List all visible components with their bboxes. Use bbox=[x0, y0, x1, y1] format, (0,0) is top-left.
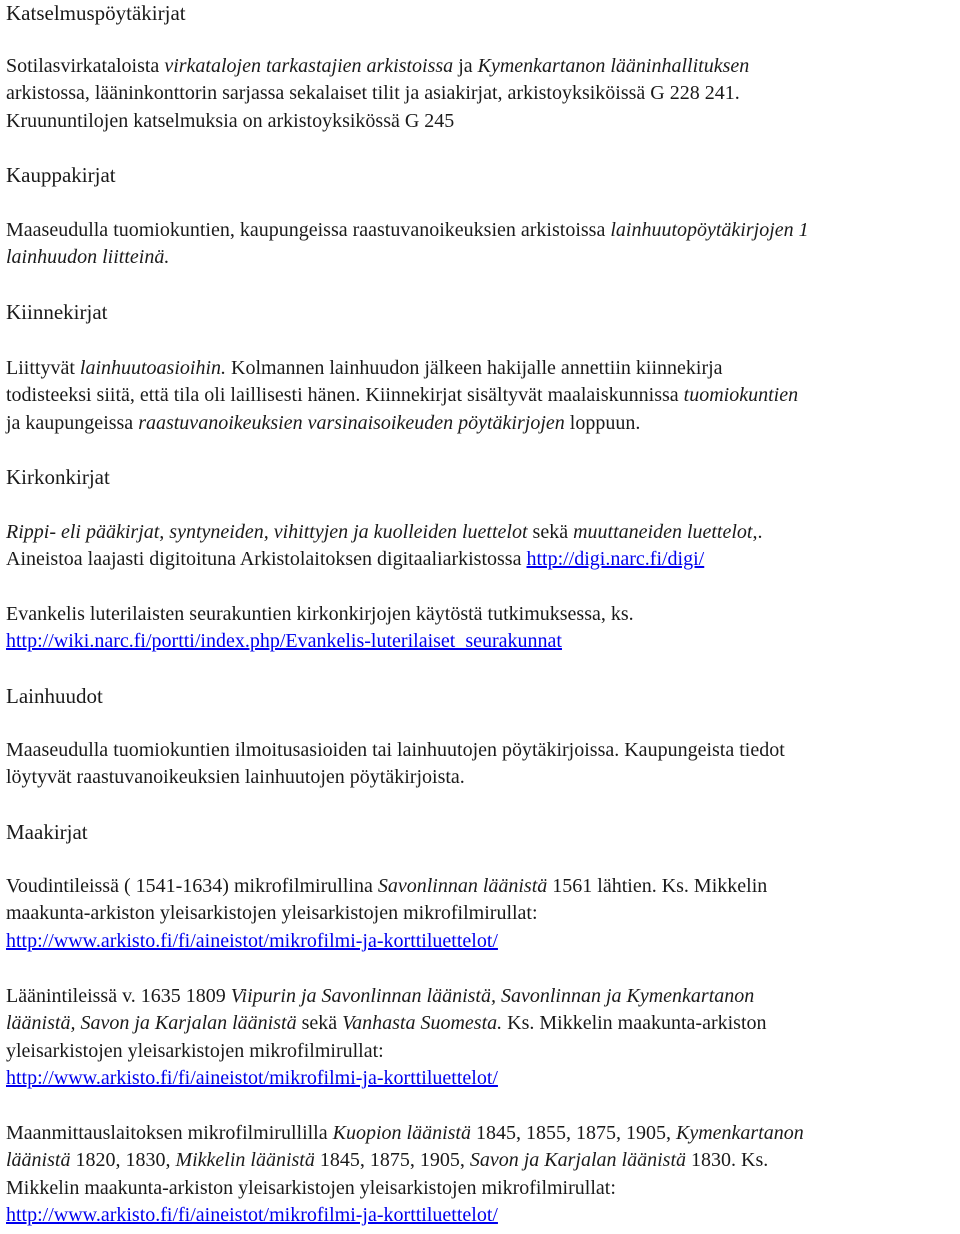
wiki-link[interactable]: http://wiki.narc.fi/portti/index.php/Evankelis-luterilaiset_seurakunnat bbox=[6, 630, 562, 653]
text-line: Kruununtilojen katselmuksia on arkistoyksikössä G 245 bbox=[6, 109, 455, 132]
section-heading: Kirkonkirjat bbox=[6, 465, 110, 489]
paragraph bbox=[6, 217, 960, 272]
section-heading: Kauppakirjat bbox=[6, 163, 116, 187]
paragraph bbox=[6, 1120, 960, 1230]
text-line: Aineistoa laajasti digitoituna Arkistolaitoksen digitaaliarkistossa http://digi.narc.fi/digi/ bbox=[6, 548, 705, 571]
digi-archive-link[interactable]: http://digi.narc.fi/digi/ bbox=[526, 548, 705, 571]
text-line: maakunta-arkiston yleisarkistojen yleisarkistojen mikrofilmirullat: bbox=[6, 902, 538, 925]
section-kauppakirjat bbox=[6, 162, 960, 189]
text-line: läänistä 1820, 1830, Mikkelin läänistä 1845, 1875, 1905, Savon ja Karjalan läänistä 1830. Ks. bbox=[6, 1149, 769, 1172]
text-line: Mikkelin maakunta-arkiston yleisarkistojen yleisarkistojen mikrofilmirullat: bbox=[6, 1176, 616, 1199]
text-line: arkistossa, lääninkonttorin sarjassa sekalaiset tilit ja asiakirjat, arkistoyksiköissä G 228 241. bbox=[6, 82, 740, 105]
paragraph bbox=[6, 983, 960, 1093]
paragraph bbox=[6, 737, 960, 792]
text-line: Maanmittauslaitoksen mikrofilmirullilla Kuopion läänistä 1845, 1855, 1875, 1905, Kymenkartanon bbox=[6, 1122, 804, 1144]
section-heading: Kiinnekirjat bbox=[6, 300, 108, 324]
section-lainhuudot bbox=[6, 683, 960, 710]
paragraph bbox=[6, 53, 960, 135]
arkisto-link[interactable]: http://www.arkisto.fi/fi/aineistot/mikrofilmi-ja-korttiluettelot/ bbox=[6, 1067, 498, 1090]
text-line: Rippi- eli pääkirjat, syntyneiden, vihittyjen ja kuolleiden luettelot sekä muuttaneiden luettelot,. bbox=[6, 521, 763, 543]
section-kirkonkirjat bbox=[6, 464, 960, 491]
paragraph bbox=[6, 601, 960, 656]
text-line: lainhuudon liitteinä. bbox=[6, 246, 170, 269]
paragraph bbox=[6, 355, 960, 437]
text-line: läänistä, Savon ja Karjalan läänistä sekä Vanhasta Suomesta. Ks. Mikkelin maakunta-arkiston bbox=[6, 1012, 767, 1035]
section-maakirjat bbox=[6, 819, 960, 846]
text-line bbox=[6, 928, 960, 955]
section-heading: Katselmuspöytäkirjat bbox=[6, 1, 186, 25]
text-line: ja kaupungeissa raastuvanoikeuksien varsinaisoikeuden pöytäkirjojen loppuun. bbox=[6, 411, 641, 434]
text-line: Liittyvät lainhuutoasioihin. Kolmannen lainhuudon jälkeen hakijalle annettiin kiinnekirja bbox=[6, 357, 723, 379]
text-line bbox=[6, 1202, 960, 1229]
text-line: Evankelis luterilaisten seurakuntien kirkonkirjojen käytöstä tutkimuksessa, ks. bbox=[6, 603, 634, 625]
text-line bbox=[6, 628, 960, 655]
text-line: Sotilasvirkataloista virkatalojen tarkastajien arkistoissa ja Kymenkartanon lääninhallituksen bbox=[6, 55, 750, 77]
text-line: löytyvät raastuvanoikeuksien lainhuutojen pöytäkirjoista. bbox=[6, 766, 465, 789]
paragraph bbox=[6, 873, 960, 955]
text-line: Maaseudulla tuomiokuntien, kaupungeissa raastuvanoikeuksien arkistoissa lainhuutopöytäkirjojen 1 bbox=[6, 219, 809, 241]
section-katselmuspoytakirjat bbox=[6, 0, 960, 27]
text-line: yleisarkistojen yleisarkistojen mikrofilmirullat: bbox=[6, 1039, 384, 1062]
section-heading: Maakirjat bbox=[6, 820, 88, 844]
text-line: todisteeksi siitä, että tila oli laillisesti hänen. Kiinnekirjat sisältyvät maalaiskunnissa tuomiokuntien bbox=[6, 384, 799, 407]
text-line bbox=[6, 1065, 960, 1092]
text-line: Maaseudulla tuomiokuntien ilmoitusasioiden tai lainhuutojen pöytäkirjoissa. Kaupungeista tiedot bbox=[6, 739, 785, 761]
arkisto-link[interactable]: http://www.arkisto.fi/fi/aineistot/mikrofilmi-ja-korttiluettelot/ bbox=[6, 1204, 498, 1227]
arkisto-link[interactable]: http://www.arkisto.fi/fi/aineistot/mikrofilmi-ja-korttiluettelot/ bbox=[6, 929, 498, 952]
section-kiinnekirjat bbox=[6, 299, 960, 326]
paragraph bbox=[6, 519, 960, 574]
text-line: Voudintileissä ( 1541-1634) mikrofilmirullina Savonlinnan läänistä 1561 lähtien. Ks. Mikkelin bbox=[6, 875, 768, 897]
section-heading: Lainhuudot bbox=[6, 684, 103, 708]
text-line: Läänintileissä v. 1635 1809 Viipurin ja Savonlinnan läänistä, Savonlinnan ja Kymenkartanon bbox=[6, 985, 755, 1007]
